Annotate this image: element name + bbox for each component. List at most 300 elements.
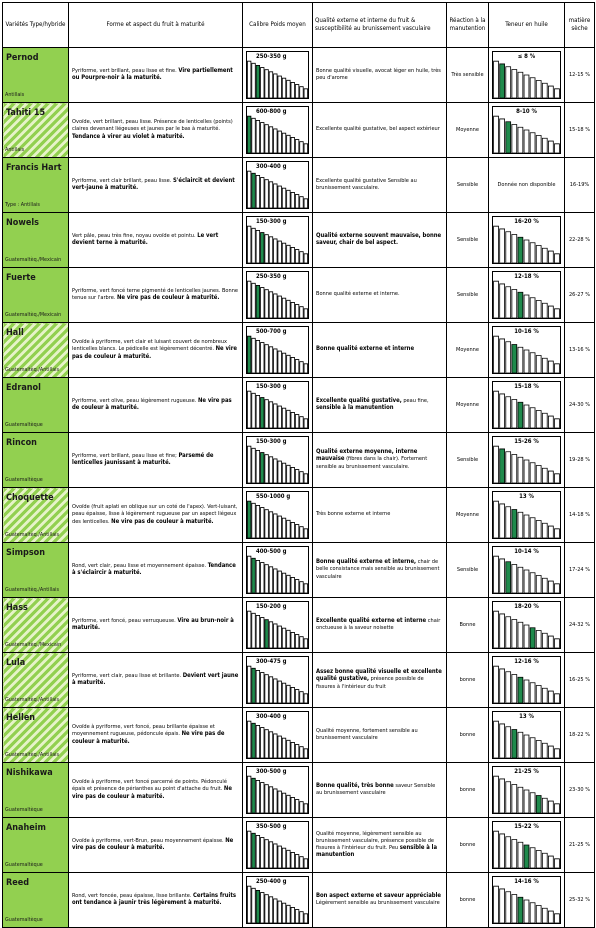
bar [518,512,523,538]
highlighted-bar [536,796,541,813]
dry-matter-cell: 22-28 % [565,213,595,268]
form-text: Pyriforme, vert olive, peau légèrement rugueuse. [72,397,197,404]
highlighted-bar [530,628,535,648]
bar [304,859,307,868]
form-maturity-text: Ne vire pas de couleur à maturité. [72,346,237,360]
variety-cell [3,488,69,543]
oil-label-wrap [493,768,560,775]
bar [494,501,499,538]
bar [555,584,560,593]
caliber-label-wrap [255,768,308,775]
bar [278,626,281,648]
highlighted-bar [261,233,264,263]
bar [555,529,560,538]
bar [494,226,499,263]
dry-matter-cell: 26-27 % [565,268,595,323]
reaction-cell: Très sensible [447,48,489,103]
caliber-cell [243,818,313,873]
bar [494,556,499,593]
oil-value: 15-26 % [514,438,539,445]
caliber-value: 250-350 g [256,273,287,280]
bar [494,61,499,98]
bar [304,914,307,923]
form-cell [69,873,243,928]
caliber-value: 250-400 g [256,878,287,885]
bar [261,838,264,868]
bar [287,740,290,758]
bar [512,894,517,923]
bar [269,237,272,263]
quality-cell [313,433,447,488]
dry-matter-cell: 17-24 % [565,543,595,598]
bar [278,296,281,318]
bar [256,340,259,373]
bar [265,345,268,373]
variety-cell [3,158,69,213]
quality-bold-text-2: sensible à la manutention [316,845,438,859]
variety-type: Type : Antillais [5,202,40,208]
variety-type: Guatemaltèque [5,807,43,813]
bar [536,356,541,373]
bar [256,780,259,813]
oil-chart [492,546,561,594]
bar [506,507,511,538]
bar [247,61,250,98]
bar [518,457,523,483]
bar [247,226,250,263]
bar [247,666,250,703]
caliber-value: 350-500 g [256,823,287,830]
variety-cell [3,653,69,708]
form-text: Ovoïde à pyriforme, vert clair et luisant couvert de nombreux lenticelles blancs. Le pédicelle est légèrement décentré. [72,339,227,353]
variety-cell [3,763,69,818]
caliber-chart [246,326,309,374]
table-row [3,708,595,763]
bar [287,410,290,428]
bar [291,577,294,593]
bar [542,468,547,483]
table-row [3,598,595,653]
reaction-cell: Moyenne [447,103,489,158]
bar [536,411,541,428]
bar [524,570,529,593]
variety-name: Fuerte [6,273,36,283]
bar [261,508,264,538]
dry-matter-cell: 24-30 % [565,378,595,433]
highlighted-bar [512,729,517,758]
bar [512,124,517,153]
caliber-chart [246,161,309,209]
bar [256,450,259,483]
bar [506,287,511,318]
caliber-value: 300-400 g [256,163,287,170]
bar [524,350,529,373]
caliber-chart [246,381,309,429]
oil-cell [489,158,565,213]
bar [506,342,511,373]
bar [494,886,499,923]
variety-type: Antillais [5,92,25,98]
caliber-value: 150-200 g [256,603,287,610]
bar [261,563,264,593]
bar [494,336,499,373]
oil-label-wrap [493,548,560,555]
bar [512,454,517,483]
bar [291,247,294,263]
bar [304,144,307,153]
form-cell [69,653,243,708]
bar [282,133,285,153]
caliber-label-wrap [255,823,308,830]
bar [291,302,294,318]
caliber-value: 600-800 g [256,108,287,115]
reaction-cell: bonne [447,818,489,873]
bar [265,565,268,593]
oil-chart [492,216,561,264]
bar [300,417,303,428]
variety-cell [3,213,69,268]
bar [300,637,303,648]
caliber-value: 150-300 g [256,438,287,445]
caliber-value: 250-350 g [256,53,287,60]
bar [536,81,541,98]
table-row [3,378,595,433]
caliber-chart [246,436,309,484]
bar [282,298,285,318]
variety-cell [3,433,69,488]
oil-value: 12-16 % [514,658,539,665]
highlighted-bar [518,237,523,263]
bar [261,343,264,373]
bar [555,749,560,758]
variety-type: Guatemaltèq./Antillais [5,587,60,593]
variety-cell [3,378,69,433]
bar [278,131,281,153]
bar [506,892,511,923]
bar [295,690,298,703]
bar [274,734,277,758]
form-cell [69,543,243,598]
bar [269,402,272,428]
bar [269,732,272,758]
bar [256,120,259,153]
quality-text: (fibres dans la chair). Fortement sensible au brunissement vasculaire. [316,456,428,470]
header-dry: matière sèche [565,3,595,48]
bar [304,89,307,98]
bar [300,142,303,153]
bar [542,578,547,593]
bar [500,669,505,703]
bar [282,78,285,98]
bar [524,900,529,923]
bar [524,295,529,318]
caliber-chart [246,51,309,99]
bar [500,504,505,538]
form-text: Pyriforme, vert clair, peau lisse et brillante. [72,672,182,679]
caliber-chart [246,216,309,264]
form-text: Rond, vert clair, peau lisse et moyennement épaisse. [72,562,207,569]
table-row [3,653,595,708]
quality-bold-text: Bonne qualité externe et interne, [316,559,417,566]
bar [274,459,277,483]
bar [261,178,264,208]
highlighted-bar [252,778,255,813]
bar [512,69,517,98]
bar [265,125,268,153]
bar [548,526,553,538]
header-row [3,3,595,48]
variety-name: Anaheim [6,823,46,833]
form-maturity-text: Tendance à virer au violet à maturité. [72,133,185,140]
bar [542,908,547,923]
highlighted-bar [500,64,505,98]
bar [256,835,259,868]
bar [295,910,298,923]
oil-label-wrap [493,658,560,665]
bar [548,856,553,868]
oil-label-wrap [493,218,560,225]
bar [295,800,298,813]
bar [548,361,553,373]
oil-cell [489,873,565,928]
bar [265,675,268,703]
highlighted-bar [256,890,259,923]
reaction-cell: Moyenne [447,378,489,433]
caliber-value: 300-400 g [256,713,287,720]
table-row [3,488,595,543]
bar [555,364,560,373]
dry-matter-cell: 21-25 % [565,818,595,873]
bar [265,895,268,923]
form-cell [69,103,243,158]
form-cell [69,323,243,378]
table-row [3,103,595,158]
bar [282,518,285,538]
caliber-cell [243,653,313,708]
caliber-chart [246,546,309,594]
oil-label-wrap [493,438,560,445]
quality-cell [313,763,447,818]
form-text: Ovoïde, vert brillant, peau lisse. Présence de lenticelles (points) claires devenant liégeuses et jaunes par le bas à maturité. [72,119,233,133]
bar [300,472,303,483]
bar [295,195,298,208]
oil-value: 21-25 % [514,768,539,775]
bar [247,556,250,593]
bar [287,300,290,318]
quality-bold-text: Assez bonne qualité visuelle et excellente qualité gustative, [316,669,442,683]
bar [512,399,517,428]
bar [555,419,560,428]
bar [269,182,272,208]
oil-cell [489,708,565,763]
form-maturity-text: Ne vire pas de couleur à maturité. [111,518,214,525]
bar [278,186,281,208]
bar [247,281,250,318]
table-row [3,433,595,488]
caliber-value: 150-300 g [256,383,287,390]
bar [291,137,294,153]
highlighted-bar [265,620,268,648]
bar [269,72,272,98]
bar [252,283,255,318]
dry-matter-cell: 13-16 % [565,323,595,378]
bar [304,639,307,648]
highlighted-bar [506,562,511,593]
oil-cell [489,48,565,103]
bar [282,463,285,483]
reaction-cell: Moyenne [447,488,489,543]
caliber-value: 400-500 g [256,548,287,555]
caliber-label-wrap [255,658,308,665]
dry-matter-cell: 16-25 % [565,653,595,708]
form-text: Pyriforme, vert brillant, peau lisse et fine; [72,452,177,459]
bar [256,505,259,538]
bar [524,460,529,483]
caliber-cell [243,543,313,598]
bar [261,123,264,153]
caliber-label-wrap [255,438,308,445]
bar [291,742,294,758]
variety-name: Lula [6,658,26,668]
dry-matter-cell: 14-18 % [565,488,595,543]
bar [542,633,547,648]
bar [512,289,517,318]
bar [252,613,255,648]
caliber-cell [243,323,313,378]
bar [282,573,285,593]
bar [542,358,547,373]
table-row [3,543,595,598]
bar [278,241,281,263]
dry-matter-cell: 19-28 % [565,433,595,488]
bar [300,197,303,208]
oil-cell [489,598,565,653]
bar [542,798,547,813]
oil-cell [489,763,565,818]
quality-cell [313,103,447,158]
bar [518,72,523,98]
bar [542,83,547,98]
quality-bold-text: Bonne qualité externe et interne [316,346,415,353]
bar [506,232,511,263]
form-maturity-text: Tendance à s'éclaircir à maturité. [72,562,236,576]
bar [512,839,517,868]
bar [300,802,303,813]
bar [278,681,281,703]
quality-cell [313,708,447,763]
bar [274,74,277,98]
form-cell [69,213,243,268]
caliber-label-wrap [255,218,308,225]
caliber-cell [243,488,313,543]
bar [282,848,285,868]
quality-bold-text: Excellente qualité gustative, [316,397,402,404]
bar [300,362,303,373]
quality-cell [313,543,447,598]
quality-text: Excellente qualité gustative, bel aspect extérieur [316,126,440,133]
form-cell [69,433,243,488]
bar [282,188,285,208]
bar [261,673,264,703]
header-quality: Qualité externe et interne du fruit & susceptibilité au brunissement vasculaire [313,3,447,48]
bar [542,303,547,318]
bar [506,397,511,428]
bar [282,738,285,758]
caliber-value: 300-500 g [256,768,287,775]
oil-chart [492,656,561,704]
form-maturity-text: Ne vire pas de couleur à maturité. [72,837,234,851]
oil-cell [489,818,565,873]
variety-type: Guatemaltèq./Antillais [5,532,60,538]
highlighted-bar [261,398,264,428]
bar [536,301,541,318]
bar [512,564,517,593]
bar [518,567,523,593]
variety-name: Hass [6,603,28,613]
bar [536,136,541,153]
oil-label-wrap [493,273,560,280]
caliber-cell [243,158,313,213]
bar [265,70,268,98]
bar [261,618,264,648]
quality-text: chair de belle consistance mais sensible au brunissement vasculaire [316,559,440,580]
form-maturity-text: Vire partiellement ou Pourpre-noir à la maturité. [72,67,233,81]
bar [530,298,535,318]
caliber-cell [243,378,313,433]
bar [274,294,277,318]
bar [291,632,294,648]
quality-bold-text: Bonne qualité, très bonne [316,782,394,789]
quality-cell [313,598,447,653]
quality-cell [313,873,447,928]
bar [261,783,264,813]
bar [530,408,535,428]
caliber-label-wrap [255,328,308,335]
bar [278,846,281,868]
bar [548,746,553,758]
bar [494,831,499,868]
table-row [3,873,595,928]
quality-bold-text: Qualité externe souvent mauvaise, bonne saveur, chair de bel aspect. [316,232,442,246]
bar [542,248,547,263]
quality-bold-text: Qualité externe moyenne, interne mauvaise [316,449,418,463]
bar [295,470,298,483]
oil-chart [492,766,561,814]
quality-cell [313,653,447,708]
bar [291,522,294,538]
highlighted-bar [518,677,523,703]
caliber-label-wrap [255,713,308,720]
caliber-label-wrap [255,53,308,60]
bar [252,393,255,428]
bar [542,743,547,758]
bar [282,683,285,703]
bar [247,831,250,868]
bar [494,776,499,813]
variety-name: Choquette [6,493,54,503]
quality-bold-text-2: sensible à la manutention [316,405,394,411]
variety-type: Guatemaltèque [5,917,43,923]
bar [274,679,277,703]
bar [278,736,281,758]
reaction-cell: bonne [447,653,489,708]
bar [252,63,255,98]
quality-cell [313,378,447,433]
bar [304,529,307,538]
bar [278,571,281,593]
form-maturity-text: Parsemé de lenticelles jaunissant à maturité. [72,452,214,466]
oil-value: 10-16 % [514,328,539,335]
